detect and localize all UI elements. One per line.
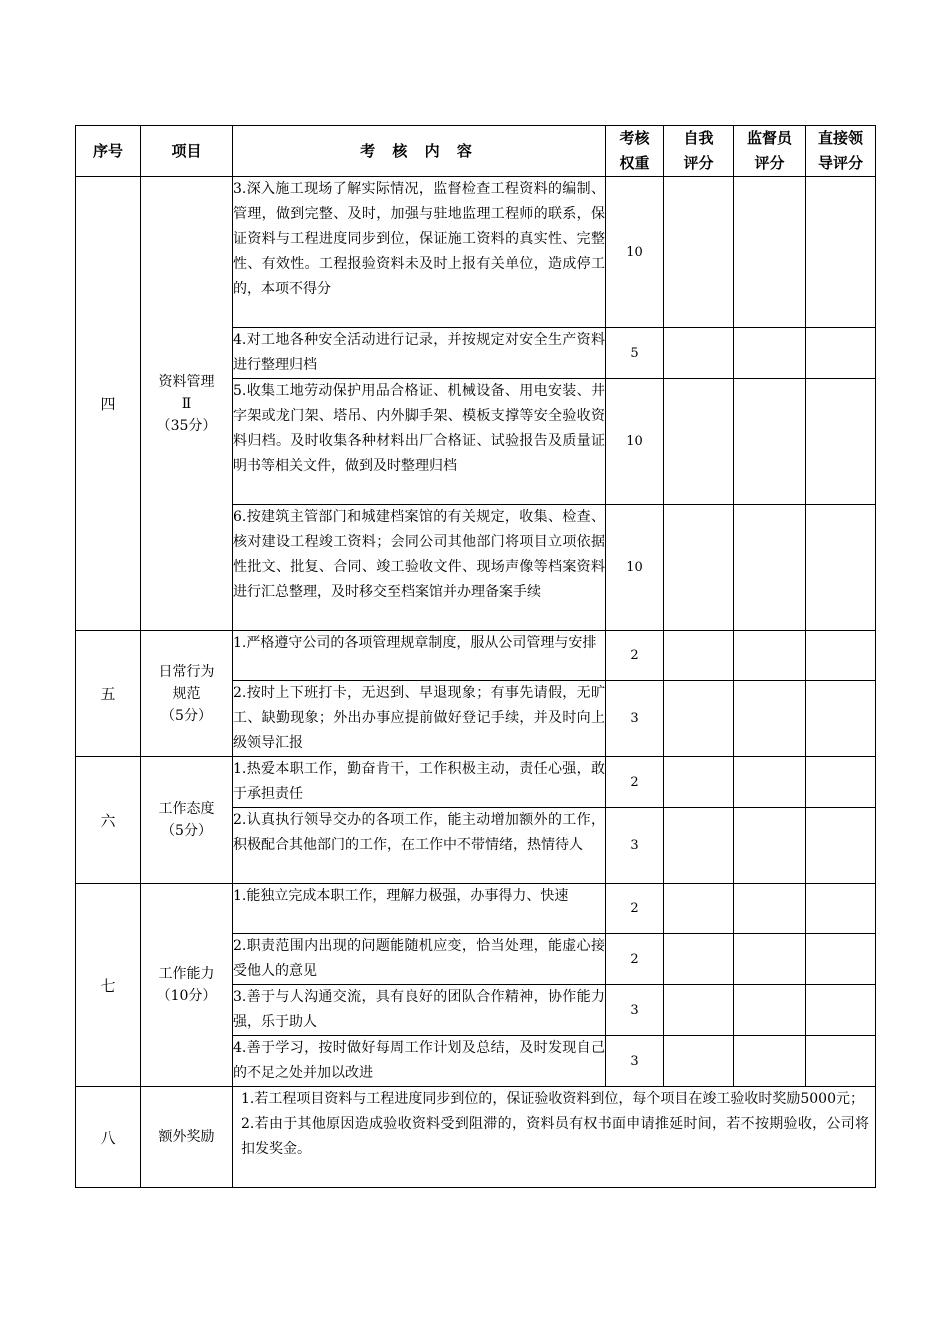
header-leader-score: 直接领 导评分: [806, 126, 876, 177]
leader-score-cell[interactable]: [806, 808, 876, 884]
self-score-cell[interactable]: [664, 985, 734, 1036]
leader-score-cell[interactable]: [806, 985, 876, 1036]
weight-cell: 3: [606, 808, 664, 884]
leader-score-cell[interactable]: [806, 505, 876, 631]
section-item: 工作态度 （5分）: [141, 757, 233, 884]
weight-cell: 3: [606, 681, 664, 757]
supervisor-score-cell[interactable]: [734, 631, 806, 681]
self-score-cell[interactable]: [664, 757, 734, 808]
header-content: 考 核 内 容: [233, 126, 606, 177]
self-score-cell[interactable]: [664, 934, 734, 985]
leader-score-cell[interactable]: [806, 1036, 876, 1087]
self-score-cell[interactable]: [664, 379, 734, 505]
self-score-cell[interactable]: [664, 681, 734, 757]
content-cell: 1.能独立完成本职工作，理解力极强，办事得力、快速: [233, 884, 606, 934]
self-score-cell[interactable]: [664, 631, 734, 681]
table-row: [76, 177, 876, 328]
self-score-cell[interactable]: [664, 505, 734, 631]
leader-score-cell[interactable]: [806, 681, 876, 757]
section-item: 额外奖励: [141, 1087, 233, 1188]
supervisor-score-cell[interactable]: [734, 505, 806, 631]
weight-cell: 3: [606, 985, 664, 1036]
content-cell: 3.深入施工现场了解实际情况，监督检查工程资料的编制、管理，做到完整、及时，加强与驻地监理工程师的联系，保证资料与工程进度同步到位，保证施工资料的真实性、完整性、有效性。工程报验资料未及时上报有关单位，造成停工的，本项不得分: [233, 177, 606, 328]
section-num: 四: [76, 177, 141, 631]
self-score-cell[interactable]: [664, 808, 734, 884]
content-cell: 2.职责范围内出现的问题能随机应变，恰当处理，能虚心接受他人的意见: [233, 934, 606, 985]
weight-cell: 10: [606, 379, 664, 505]
supervisor-score-cell[interactable]: [734, 681, 806, 757]
content-cell: 6.按建筑主管部门和城建档案馆的有关规定，收集、检查、核对建设工程竣工资料；会同公司其他部门将项目立项依据性批文、批复、合同、竣工验收文件、现场声像等档案资料进行汇总整理，及时移交至档案馆并办理备案手续: [233, 505, 606, 631]
section-item: 资料管理 Ⅱ （35分）: [141, 177, 233, 631]
section-num: 八: [76, 1087, 141, 1188]
leader-score-cell[interactable]: [806, 328, 876, 379]
supervisor-score-cell[interactable]: [734, 177, 806, 328]
table-row: [76, 884, 876, 934]
supervisor-score-cell[interactable]: [734, 328, 806, 379]
leader-score-cell[interactable]: [806, 934, 876, 985]
content-cell: 4.善于学习，按时做好每周工作计划及总结，及时发现自己的不足之处并加以改进: [233, 1036, 606, 1087]
table-row: [76, 757, 876, 808]
weight-cell: 5: [606, 328, 664, 379]
content-cell: 1.严格遵守公司的各项管理规章制度，服从公司管理与安排: [233, 631, 606, 681]
header-num: 序号: [76, 126, 141, 177]
weight-cell: 3: [606, 1036, 664, 1087]
self-score-cell[interactable]: [664, 328, 734, 379]
content-cell: 4.对工地各种安全活动进行记录，并按规定对安全生产资料进行整理归档: [233, 328, 606, 379]
content-cell: 2.按时上下班打卡，无迟到、早退现象；有事先请假，无旷工、缺勤现象；外出办事应提前做好登记手续，并及时向上级领导汇报: [233, 681, 606, 757]
content-cell: 1.热爱本职工作，勤奋肯干，工作积极主动，责任心强，敢于承担责任: [233, 757, 606, 808]
leader-score-cell[interactable]: [806, 631, 876, 681]
supervisor-score-cell[interactable]: [734, 757, 806, 808]
supervisor-score-cell[interactable]: [734, 884, 806, 934]
self-score-cell[interactable]: [664, 177, 734, 328]
content-cell: 2.认真执行领导交办的各项工作，能主动增加额外的工作，积极配合其他部门的工作，在工作中不带情绪，热情待人: [233, 808, 606, 884]
section-item: 日常行为 规范 （5分）: [141, 631, 233, 757]
self-score-cell[interactable]: [664, 884, 734, 934]
supervisor-score-cell[interactable]: [734, 985, 806, 1036]
leader-score-cell[interactable]: [806, 177, 876, 328]
section-item: 工作能力 （10分）: [141, 884, 233, 1087]
header-self-score: 自我 评分: [664, 126, 734, 177]
section-num: 五: [76, 631, 141, 757]
table-row: [76, 631, 876, 681]
weight-cell: 2: [606, 884, 664, 934]
header-item: 项目: [141, 126, 233, 177]
weight-cell: 10: [606, 177, 664, 328]
supervisor-score-cell[interactable]: [734, 934, 806, 985]
leader-score-cell[interactable]: [806, 884, 876, 934]
supervisor-score-cell[interactable]: [734, 379, 806, 505]
section-num: 六: [76, 757, 141, 884]
weight-cell: 2: [606, 631, 664, 681]
assessment-table: [75, 125, 876, 1188]
content-cell: 5.收集工地劳动保护用品合格证、机械设备、用电安装、井字架或龙门架、塔吊、内外脚手架、模板支撑等安全验收资料归档。及时收集各种材料出厂合格证、试验报告及质量证明书等相关文件，做到及时整理归档: [233, 379, 606, 505]
supervisor-score-cell[interactable]: [734, 808, 806, 884]
supervisor-score-cell[interactable]: [734, 1036, 806, 1087]
section-num: 七: [76, 884, 141, 1087]
self-score-cell[interactable]: [664, 1036, 734, 1087]
weight-cell: 10: [606, 505, 664, 631]
header-supervisor-score: 监督员 评分: [734, 126, 806, 177]
weight-cell: 2: [606, 934, 664, 985]
header-row: [76, 126, 876, 177]
leader-score-cell[interactable]: [806, 379, 876, 505]
content-cell: 3.善于与人沟通交流，具有良好的团队合作精神，协作能力强，乐于助人: [233, 985, 606, 1036]
weight-cell: 2: [606, 757, 664, 808]
bonus-content-cell: 1.若工程项目资料与工程进度同步到位的，保证验收资料到位，每个项目在竣工验收时奖励5000元； 2.若由于其他原因造成验收资料受到阻滞的，资料员有权书面申请推延时间，若不按期验收，公司将扣发奖金。: [233, 1087, 876, 1188]
header-weight: 考核 权重: [606, 126, 664, 177]
leader-score-cell[interactable]: [806, 757, 876, 808]
bonus-row: [76, 1087, 876, 1188]
